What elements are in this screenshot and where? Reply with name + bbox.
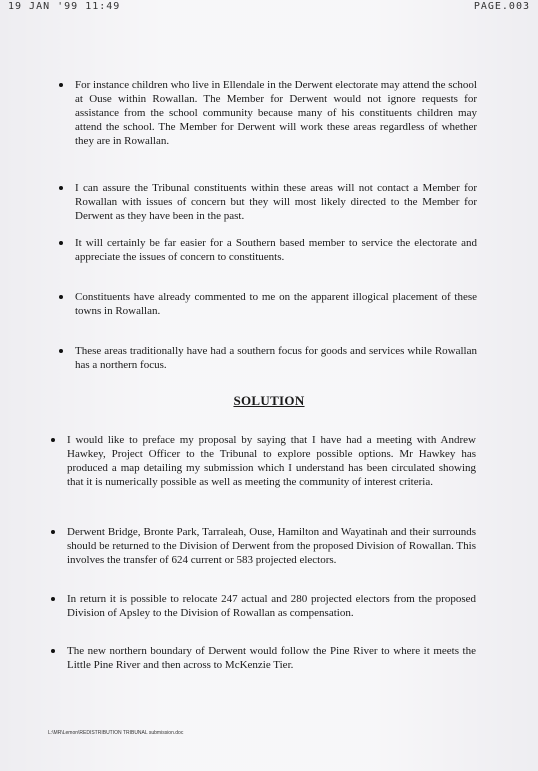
document-footer-path: L:\MR\Lemon\REDISTRIBUTION TRIBUNAL submission.doc <box>48 730 184 736</box>
bullet-icon <box>51 649 55 653</box>
bullet-text: I can assure the Tribunal constituents within these areas will not contact a Member for Rowallan with issues of concern but they will most likely directed to the Member for Derwent as they have been in the past. <box>75 182 477 222</box>
bullet-item <box>75 290 477 318</box>
bullet-icon <box>51 438 55 442</box>
bullet-item <box>67 592 476 620</box>
fax-header <box>8 0 530 14</box>
bullet-item <box>75 78 477 148</box>
bullet-icon <box>59 241 63 245</box>
bullet-text: I would like to preface my proposal by saying that I have had a meeting with Andrew Hawkey, Project Officer to the Tribunal to explore possible options. Mr Hawkey has produced a map detailing my submission which I understand has been circulated showing that it is numerically possible as well as meeting the community of interest criteria. <box>67 434 476 488</box>
bullet-icon <box>51 530 55 534</box>
bullet-text: It will certainly be far easier for a Southern based member to service the electorate and appreciate the issues of concern to constituents. <box>75 237 477 263</box>
bullet-item <box>75 181 477 223</box>
bullet-item <box>67 433 476 489</box>
bullet-text: Constituents have already commented to me on the apparent illogical placement of these towns in Rowallan. <box>75 291 477 317</box>
bullet-text: The new northern boundary of Derwent would follow the Pine River to where it meets the Little Pine River and then across to McKenzie Tier. <box>67 645 476 671</box>
bullet-item <box>75 236 477 264</box>
bullet-text: These areas traditionally have had a southern focus for goods and services while Rowallan has a northern focus. <box>75 345 477 371</box>
fax-page-number: PAGE.003 <box>473 1 530 12</box>
bullet-icon <box>59 349 63 353</box>
bullet-text: In return it is possible to relocate 247 actual and 280 projected electors from the proposed Division of Apsley to the Division of Rowallan as compensation. <box>67 593 476 619</box>
bullet-item <box>67 525 476 567</box>
bullet-icon <box>51 597 55 601</box>
bullet-icon <box>59 186 63 190</box>
bullet-icon <box>59 83 63 87</box>
fax-timestamp: 19 JAN '99 11:49 <box>8 1 121 12</box>
bullet-item <box>67 644 476 672</box>
bullet-text: Derwent Bridge, Bronte Park, Tarraleah, Ouse, Hamilton and Wayatinah and their surrounds should be returned to the Division of Derwent from the proposed Division of Rowallan. This involves the transfer of 624 current or 583 projected electors. <box>67 526 476 566</box>
bullet-icon <box>59 295 63 299</box>
bullet-item <box>75 344 477 372</box>
solution-heading: SOLUTION <box>233 393 305 408</box>
bullet-text: For instance children who live in Ellendale in the Derwent electorate may attend the school at Ouse within Rowallan. The Member for Derwent would not ignore requests for assistance from the school community because many of his constituents children may attend the school. The Member for Derwent will work these areas regardless of whether they are in Rowallan. <box>75 79 477 147</box>
